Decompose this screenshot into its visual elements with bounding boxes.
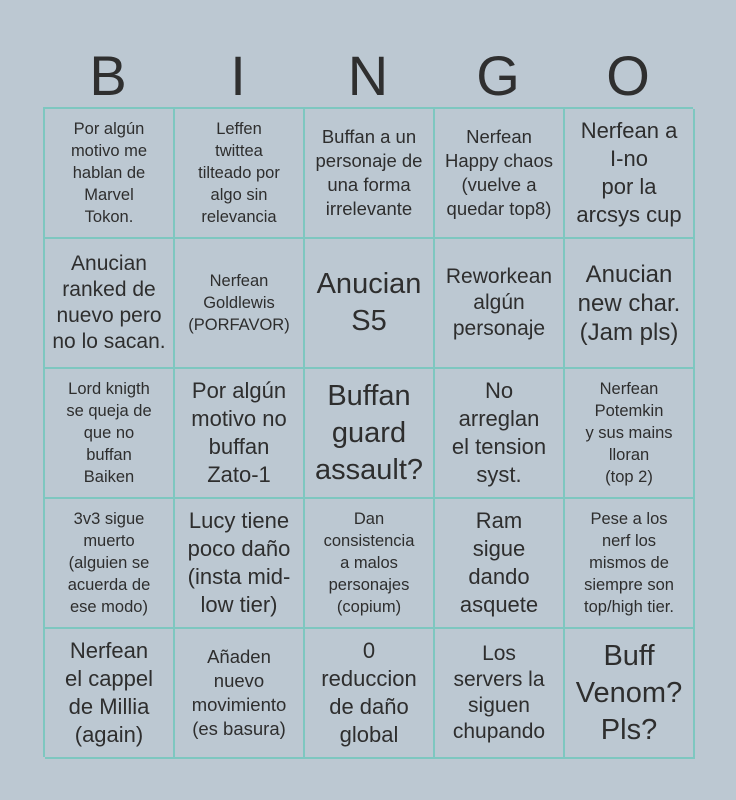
bingo-cell[interactable]: Añaden nuevo movimiento (es basura)	[175, 629, 305, 759]
bingo-cell[interactable]: Anucian new char. (Jam pls)	[565, 239, 695, 369]
bingo-cell[interactable]: Lucy tiene poco daño (insta mid- low tier)	[175, 499, 305, 629]
bingo-cell[interactable]: Ram sigue dando asquete	[435, 499, 565, 629]
bingo-cell[interactable]: Nerfean Happy chaos (vuelve a quedar top8)	[435, 109, 565, 239]
bingo-cell[interactable]: Anucian ranked de nuevo pero no lo sacan.	[45, 239, 175, 369]
bingo-cell[interactable]: Nerfean el cappel de Millia (again)	[45, 629, 175, 759]
bingo-cell[interactable]: Buffan guard assault?	[305, 369, 435, 499]
bingo-cell[interactable]: Pese a los nerf los mismos de siempre son top/high tier.	[565, 499, 695, 629]
bingo-cell[interactable]: Nerfean Goldlewis (PORFAVOR)	[175, 239, 305, 369]
bingo-cell[interactable]: Por algún motivo no buffan Zato-1	[175, 369, 305, 499]
header-letter-g: G	[476, 44, 520, 107]
bingo-cell[interactable]: Reworkean algún personaje	[435, 239, 565, 369]
header-letter-n: N	[347, 44, 389, 107]
bingo-cell[interactable]: Buffan a un personaje de una forma irrelevante	[305, 109, 435, 239]
bingo-cell[interactable]: Nerfean Potemkin y sus mains lloran (top 2)	[565, 369, 695, 499]
bingo-header	[43, 44, 693, 108]
header-letter-i: I	[230, 44, 246, 107]
bingo-cell[interactable]: 3v3 sigue muerto (alguien se acuerda de ese modo)	[45, 499, 175, 629]
bingo-cell[interactable]: Los servers la siguen chupando	[435, 629, 565, 759]
bingo-cell[interactable]: Leffen twittea tilteado por algo sin relevancia	[175, 109, 305, 239]
bingo-cell[interactable]: Buff Venom? Pls?	[565, 629, 695, 759]
bingo-cell[interactable]: Por algún motivo me hablan de Marvel Tokon.	[45, 109, 175, 239]
bingo-cell[interactable]: Anucian S5	[305, 239, 435, 369]
header-letter-o: O	[606, 44, 650, 107]
header-letter-b: B	[89, 44, 127, 107]
bingo-cell[interactable]: 0 reduccion de daño global	[305, 629, 435, 759]
bingo-cell[interactable]: No arreglan el tension syst.	[435, 369, 565, 499]
bingo-cell[interactable]: Lord knigth se queja de que no buffan Baiken	[45, 369, 175, 499]
bingo-board	[43, 107, 693, 757]
bingo-cell[interactable]: Dan consistencia a malos personajes (copium)	[305, 499, 435, 629]
bingo-cell[interactable]: Nerfean a I-no por la arcsys cup	[565, 109, 695, 239]
